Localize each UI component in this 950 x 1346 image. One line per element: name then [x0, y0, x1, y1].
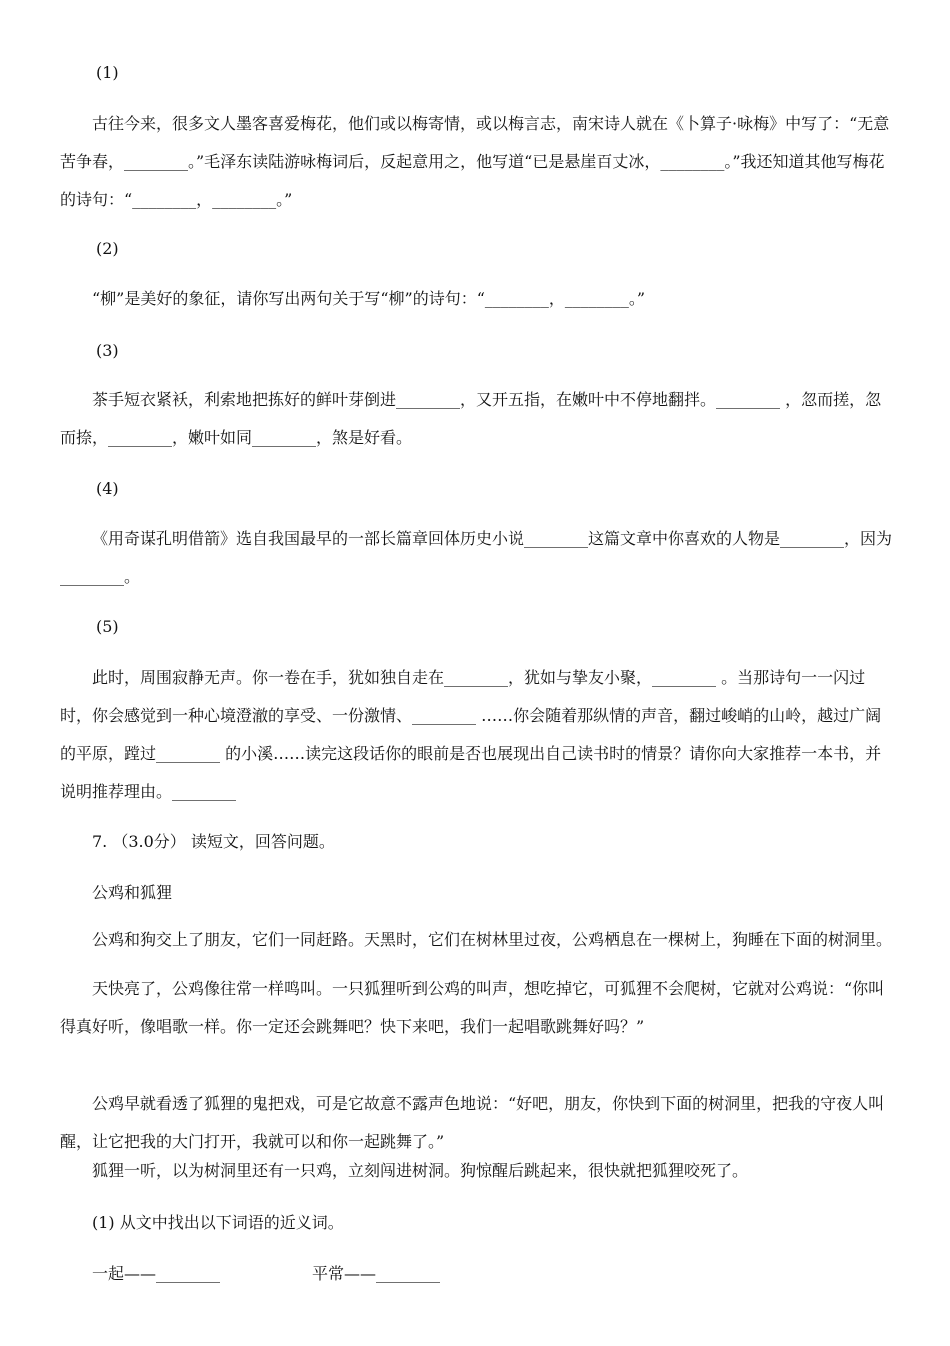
q6-sub4-text: 《用奇谋孔明借箭》选自我国最早的一部长篇章回体历史小说________这篇文章中你喜欢的人物是________，因为________。 — [60, 529, 893, 586]
q6-sub2-number: (2) — [96, 239, 119, 258]
q6-sub5-number: (5) — [96, 617, 119, 636]
story-paragraph-4: 狐狸一听，以为树洞里还有一只鸡，立刻闯进树洞。狗惊醒后跳起来，很快就把狐狸咬死了。 — [92, 1161, 749, 1180]
q6-sub3-text: 茶手短衣紧袄，利索地把拣好的鲜叶芽倒进________，又开五指，在嫩叶中不停地翻拌。________ ，忽而搓，忽而捺，________，嫩叶如同________，煞是好看。 — [60, 390, 882, 447]
synonym-blank-1: 一起——________ — [92, 1264, 221, 1283]
q6-sub1-number: (1) — [96, 63, 119, 82]
q6-sub4-number: (4) — [96, 479, 119, 498]
q6-sub3-number: (3) — [96, 341, 119, 360]
story-paragraph-2: 天快亮了，公鸡像往常一样鸣叫。一只狐狸听到公鸡的叫声，想吃掉它，可狐狸不会爬树，它就对公鸡说：“你叫得真好听，像唱歌一样。你一定还会跳舞吧？快下来吧，我们一起唱歌跳舞好吗？” — [60, 979, 885, 1036]
story-title: 公鸡和狐狸 — [92, 883, 173, 902]
story-paragraph-1: 公鸡和狗交上了朋友，它们一同赶路。天黑时，它们在树林里过夜，公鸡栖息在一棵树上，狗睡在下面的树洞里。 — [92, 930, 893, 949]
q6-sub1-text: 古往今来，很多文人墨客喜爱梅花，他们或以梅寄情，或以梅言志，南宋诗人就在《卜算子·咏梅》中写了：“无意苦争春，________。”毛泽东读陆游咏梅词后，反起意用之，他写道“已是悬崖百丈冰，________。”我还知道其他写梅花的诗句：“________，________。” — [60, 114, 890, 209]
story-paragraph-3: 公鸡早就看透了狐狸的鬼把戏，可是它故意不露声色地说：“好吧，朋友，你快到下面的树洞里，把我的守夜人叫醒，让它把我的大门打开，我就可以和你一起跳舞了。” — [60, 1094, 885, 1151]
q6-sub2-text: “柳”是美好的象征，请你写出两句关于写“柳”的诗句：“________，________。” — [92, 289, 646, 308]
q6-sub5-text: 此时，周围寂静无声。你一卷在手，犹如独自走在________，犹如与挚友小聚，________ 。当那诗句一一闪过时，你会感觉到一种心境澄澈的享受、一份激情、________ ……你会随着那纵情的声音，翻过峻峭的山岭，越过广阔的平原，蹚过________ 的小溪……读完这段话你的眼前是否也展现出自己读书时的情景？请你向大家推荐一本书，并说明推荐理由。________ — [60, 668, 882, 801]
q7-header: 7. （3.0分） 读短文，回答问题。 — [92, 832, 335, 851]
q7-sub1-prompt: (1) 从文中找出以下词语的近义词。 — [92, 1213, 344, 1232]
synonym-blank-2: 平常——________ — [312, 1264, 441, 1283]
